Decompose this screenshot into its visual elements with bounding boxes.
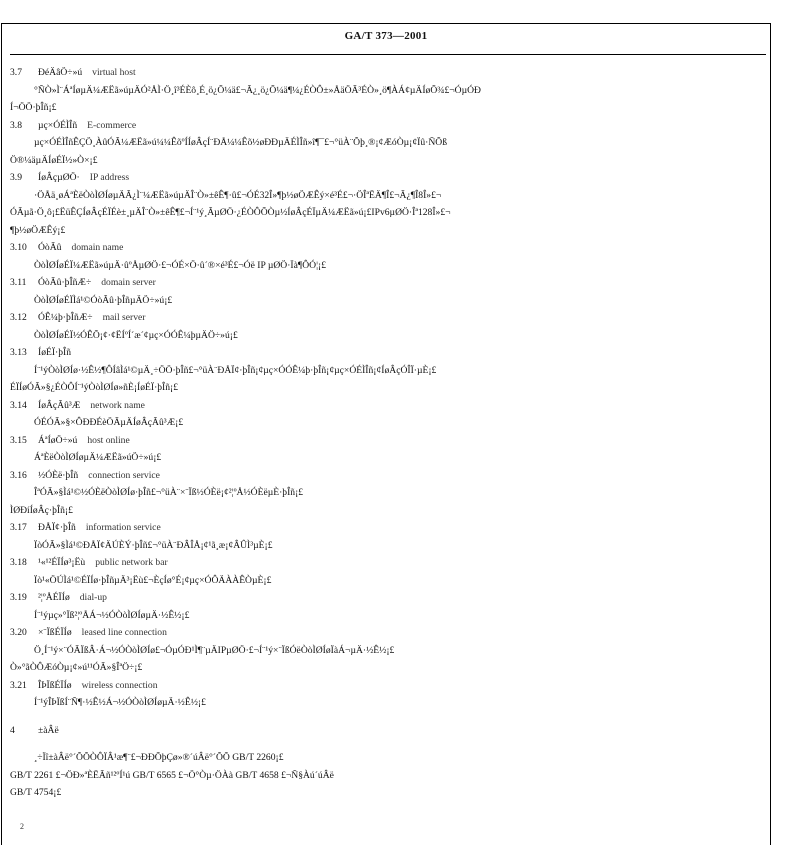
term-english: host online <box>87 434 130 446</box>
definition-text: Í¨¹ýÒòÌØÍø·½Ê½¶ÔÍâÌá¹©µÄ¸÷ÖÖ·þÎñ£¬°üÀ¨ÐÅÏ¢·þÎñ¡¢µç×ÓÓÊ¼þ·þÎñ¡¢µç×ÓÉÌÎñ¡¢ÍøÂçÓÎÏ·µÈ¡£ <box>34 364 437 376</box>
definition-heading <box>10 589 766 607</box>
definition-text: ÁªÈëÒòÌØÍøµÄ¼ÆËã»úÖ÷»ú¡£ <box>34 452 162 463</box>
term-english: domain server <box>101 277 156 288</box>
clause-number: 3.9 <box>10 172 22 183</box>
definition-heading <box>10 554 766 572</box>
clause-number: 3.18 <box>10 557 27 568</box>
term-chinese: ²¦ºÅÉÏÍø <box>38 592 70 603</box>
term-chinese: ×¨ÏßÉÏÍø <box>38 627 72 638</box>
definition-text: Ö¸Í¨¹ý×¨ÓÃÏßÂ·Á¬½ÓÒòÌØÍø£¬ÓµÓÐ¹Ì¶¨µÄIPµØÖ·£¬Í¨¹ý×¨ÏßÓëÒòÌØÍøÏàÁ¬µÄ·½Ê½¡£ <box>34 644 395 656</box>
definition-text: °ÑÒ»Ì¨ÁªÍøµÄ¼ÆËã»úµÄÓ²ÅÌ·Ö¸î³ÉÈô¸É¸ö¿Õ¼ä£¬Ã¿¸ö¿Õ¼ä¶¼¿ÉÒÔ±»ÅäÖÃ³ÉÒ»¸ö¶ÀÁ¢µÄÍøÕ¾£¬ÓµÓÐ <box>34 84 481 96</box>
definition-text: Í¨¹ýÎÞÏßÍ¨Ñ¶·½Ê½Á¬½ÓÒòÌØÍøµÄ·½Ê½¡£ <box>34 697 206 708</box>
section-gap <box>10 739 766 749</box>
section-text: ¸÷Ïî±àÂë°´ÕÕÒÔÏÂ¹æ¶¨£¬ÐÐÕþÇø»®´úÂë°´ÕÕ GB/T 2260¡£ <box>34 752 284 763</box>
term-chinese: ÓòÃû·þÎñÆ÷ <box>38 277 92 288</box>
clause-number: 3.21 <box>10 679 27 691</box>
definition-text: Ò»°ãÒÔÆóÒµ¡¢»ú¹¹ÓÃ»§ÎªÖ÷¡£ <box>10 662 143 673</box>
clause-number: 3.13 <box>10 347 27 358</box>
section-text: GB/T 2261 £¬ÖÐ»ªÈËÃñ¹²ºÍ¹ú GB/T 6565 £¬Ö°Òµ·ÖÀà GB/T 4658 £¬Ñ§Àú´úÂë <box>10 769 334 781</box>
term-chinese: ÍøÉÏ·þÎñ <box>38 347 72 358</box>
section-title: ±àÂë <box>38 724 59 736</box>
term-chinese: µç×ÓÉÌÎñ <box>38 119 78 131</box>
section-text: GB/T 4754¡£ <box>10 787 62 798</box>
definition-text: ÏòÓÃ»§Ìá¹©ÐÅÏ¢ÄÚÈÝ·þÎñ£¬°üÀ¨ÐÂÎÅ¡¢¹ã¸æ¡¢ÂÛÌ³µÈ¡£ <box>34 539 273 551</box>
definition-heading <box>10 677 766 695</box>
definition-text: µç×ÓÉÌÎñÊÇÖ¸ÀûÓÃ¼ÆËã»ú¼¼ÊõºÍÍøÂçÍ¨ÐÅ¼¼Êõ½øÐÐµÄÉÌÎñ»î¶¯£¬°üÀ¨Õþ¸®¡¢ÆóÒµ¡¢Ïû·ÑÕß <box>34 137 447 148</box>
definition-text: ÎªÓÃ»§Ìá¹©½ÓÈëÒòÌØÍø·þÎñ£¬°üÀ¨×¨Ïß½ÓÈë¡¢²¦ºÅ½ÓÈëµÈ·þÎñ¡£ <box>34 487 304 498</box>
term-chinese: ¹«¹²ÉÏÍø³¡Ëù <box>38 557 86 568</box>
term-chinese: ÍøÂçµØÖ· <box>38 172 80 183</box>
definition-text: ÒòÌØÍøÉÏ¼ÆËã»úµÄ·ûºÅµØÖ·£¬ÓÉ×Ö·û´®×é³É£¬Óë IP µØÖ·Ïà¶ÔÓ¦¡£ <box>34 259 326 271</box>
section-gap <box>10 712 766 722</box>
definition-heading <box>10 344 766 362</box>
term-chinese: ÎÞÏßÉÏÍø <box>38 679 72 691</box>
clause-number: 3.20 <box>10 627 27 638</box>
header-divider <box>10 54 766 55</box>
term-chinese: ÁªÍøÖ÷»ú <box>38 434 78 446</box>
clause-number: 3.19 <box>10 592 27 603</box>
definition-heading <box>10 169 766 187</box>
term-english: virtual host <box>92 67 136 78</box>
definition-heading <box>10 309 766 327</box>
term-chinese: ÓÊ¼þ·þÎñÆ÷ <box>38 312 93 323</box>
definition-heading <box>10 519 766 537</box>
clause-number: 3.7 <box>10 67 22 78</box>
clause-number: 3.15 <box>10 434 27 446</box>
clause-number: 3.10 <box>10 242 27 253</box>
section-heading <box>10 722 766 740</box>
standard-header: GA/T 373—2001 <box>344 30 428 42</box>
definition-text: Í¬ÖÖ·þÎñ¡£ <box>10 102 57 113</box>
definition-text: Ö®¼äµÄÍøÉÏ½»Ò×¡£ <box>10 154 98 166</box>
definition-text: Ïò¹«ÖÚÌá¹©ÉÏÍø·þÎñµÄ³¡Ëù£¬ÈçÍø°É¡¢µç×ÓÔÄÀÀÊÒµÈ¡£ <box>34 574 272 586</box>
definition-text: ÓÃµã·Ö¸ô¡£ËüÊÇÍøÂçÉÏÉè±¸µÄÎ¨Ò»±êÊ¶£¬Í¨¹ý¸ÃµØÖ·¿ÉÒÔÕÒµ½ÍøÂçÉÏµÄ¼ÆËã»ú¡£IPv6µØÖ·Îª128Î»£¬ <box>10 207 451 218</box>
definition-heading <box>10 624 766 642</box>
term-english: wireless connection <box>81 679 158 691</box>
term-english: mail server <box>102 312 146 323</box>
term-english: domain name <box>71 242 124 253</box>
clause-number: 3.17 <box>10 522 27 533</box>
term-chinese: ÐéÄâÖ÷»ú <box>38 67 83 78</box>
definition-heading <box>10 467 766 485</box>
term-english: dial-up <box>79 592 107 603</box>
term-chinese: ÐÅÏ¢·þÎñ <box>38 522 76 533</box>
term-english: leased line connection <box>81 627 167 638</box>
definition-heading <box>10 64 766 82</box>
definition-heading <box>10 117 766 135</box>
definition-text: ¶þ½øÖÆÊý¡£ <box>10 224 66 236</box>
definition-heading <box>10 239 766 257</box>
definition-heading <box>10 397 766 415</box>
definition-text: ÒòÌØÍøÉÏ½ÓÊÕ¡¢·¢ËÍºÍ´æ´¢µç×ÓÓÊ¼þµÄÖ÷»ú¡£ <box>34 329 238 341</box>
definition-text: ÓÉÓÃ»§×ÔÐÐÉèÖÃµÄÍøÂçÃû³Æ¡£ <box>34 417 184 428</box>
clause-number: 3.14 <box>10 399 27 411</box>
term-english: connection service <box>88 469 160 481</box>
term-english: public network bar <box>95 557 168 568</box>
definition-heading <box>10 432 766 450</box>
term-english: E-commerce <box>87 119 137 131</box>
definition-text: ÉÏÍøÓÃ»§¿ÉÒÔÍ¨¹ýÒòÌØÍø»ñÈ¡ÍøÉÏ·þÎñ¡£ <box>10 382 179 393</box>
document-body <box>10 64 766 802</box>
term-chinese: ½ÓÈë·þÎñ <box>38 469 79 481</box>
definition-text: Í¨¹ýµç»°Ïß²¦ºÅÁ¬½ÓÒòÌØÍøµÄ·½Ê½¡£ <box>34 609 190 621</box>
term-english: network name <box>90 399 145 411</box>
clause-number: 3.16 <box>10 469 27 481</box>
definition-text: ·ÖÅä¸øÁªÈëÒòÌØÍøµÄÃ¿Ì¨¼ÆËã»úµÄÎ¨Ò»±êÊ¶·û£¬ÓÉ32Î»¶þ½øÖÆÊý×é³É£¬·ÖÎªËÄ¶Î£¬Ã¿¶Î8Î»£¬ <box>34 189 442 201</box>
term-english: IP address <box>89 172 130 183</box>
definition-heading <box>10 274 766 292</box>
term-chinese: ÍøÂçÃû³Æ <box>38 399 81 411</box>
clause-number: 3.8 <box>10 119 22 131</box>
definition-text: ÒòÌØÍøÉÏÌá¹©ÓòÃû·þÎñµÄÖ÷»ú¡£ <box>34 294 173 306</box>
clause-number: 3.11 <box>10 277 27 288</box>
section-number: 4 <box>10 724 15 736</box>
term-english: information service <box>85 522 161 533</box>
term-chinese: ÓòÃû <box>38 242 62 253</box>
definition-text: ÌØÐíÍøÂç·þÎñ¡£ <box>10 504 73 516</box>
page-number: 2 <box>20 822 24 831</box>
clause-number: 3.12 <box>10 312 27 323</box>
